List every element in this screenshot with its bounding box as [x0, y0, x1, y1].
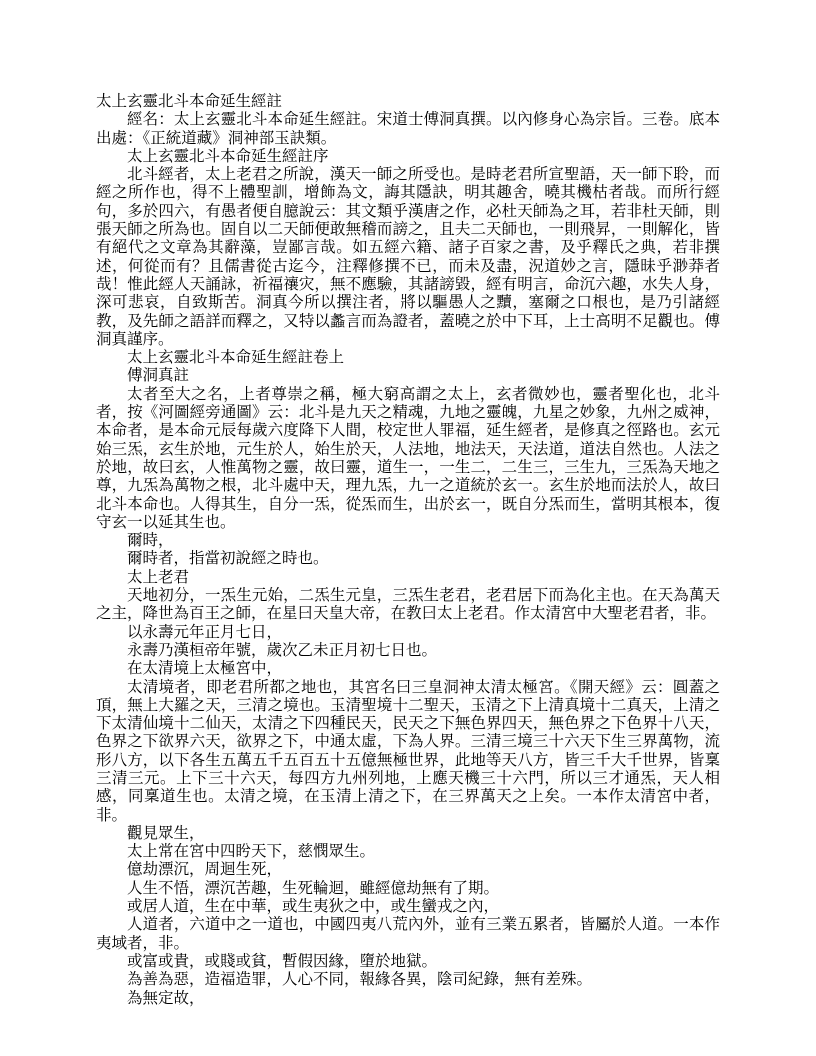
paragraph-scripture-guanjian: 觀見眾生， — [127, 823, 205, 842]
paragraph-commentary-yijie: 人生不悟，漂沉苦趣，生死輪迴，雖經億劫無有了期。 — [127, 878, 500, 897]
paragraph-commentary-guanjian: 太上常在宮中四盻天下，慈憫眾生。 — [127, 842, 376, 861]
paragraph-commentary-rendao: 人道者，六道中之一道也，中國四夷八荒內外，並有三業五累者，皆屬於人道。一本作夷域者，非。 — [96, 915, 720, 952]
paragraph-scripture-rendao: 或居人道，生在中華，或生夷狄之中，或生蠻戎之內， — [127, 897, 500, 916]
paragraph-preface-body: 北斗經者，太上老君之所說，漢天一師之所受也。是時老君所宣聖語，天一師下聆，而經之所作也，得不上體聖訓，增飾為文，誨其隱訣，明其趣舍，曉其機枯者哉。而所行經句，多於四六，有愚者便自臆說云：其文類乎漢唐之作，必杜天師為之耳，若非杜天師，則張天師之所為也。固自以二天師便敢無稽而謗之，且夫二天師也，一則飛昇，一則解化，皆有絕代之文章為其辭藻，豈鄙言哉。如五經六籍、諸子百家之書，及乎釋氏之典，若非撰述，何從而有？且儒書從古迄今，注釋修撰不已，而未及盡，況道妙之言，隱昧乎渺莽者哉！惟此經人天誦詠，祈福禳灾，無不應驗，其諸謗毀，經有明言，命沉六趣，水失人身，深可悲哀，自致斯苦。洞真今所以撰注者，將以驅愚人之黷，塞爾之口根也，是乃引諸經教，及先師之語詳而釋之，又特以蠡言而為證者，蓋曉之於中下耳，上士高明不足觀也。傅洞真謹序。 — [96, 165, 720, 348]
paragraph-scripture-weiwuding: 為無定故， — [127, 988, 205, 1007]
paragraph-commentary-laojun: 天地初分，一炁生元始，二炁生元皇，三炁生老君，老君居下而為化主也。在天為萬天之主，降世為百王之師，在星曰天皇大帝，在教曰太上老君。作太清宮中大聖老君者，非。 — [96, 586, 720, 623]
text-block — [96, 92, 720, 1007]
paragraph-scripture-name: 經名：太上玄靈北斗本命延生經註。宋道士傅洞真撰。以內修身心為宗旨。三卷。底本出處：《正統道藏》洞神部玉訣類。 — [96, 110, 720, 147]
document-title: 太上玄靈北斗本命延生經註 — [96, 92, 283, 110]
paragraph-commentary-fugui: 為善為惡，造福造罪，人心不同，報緣各異，陰司紀錄，無有差殊。 — [127, 970, 593, 989]
paragraph-scripture-date: 以永壽元年正月七日， — [127, 622, 283, 641]
paragraph-scripture-taiqing: 在太清境上太極宮中， — [127, 659, 283, 678]
paragraph-commentary-taishang: 太者至大之名，上者尊崇之稱，極大窮高謂之太上，玄者微妙也，靈者聖化也，北斗者，按《河圖經旁通圖》云：北斗是九天之精魂，九地之靈魄，九星之妙象，九州之威神，本命者，是本命元辰每歲六度降下人間，校定世人罪福，延生經者，是修真之徑路也。玄元始三炁，玄生於地，元生於人，始生於天，人法地，地法天，天法道，道法自然也。人法之於地，故曰玄，人惟萬物之靈，故曰靈，道生一，一生二，二生三，三生九，三炁為天地之尊，九炁為萬物之根，北斗處中天，理九炁，九一之道統於玄一。玄生於地而法於人，故曰北斗本命也。人得其生，自分一炁，從炁而生，出於玄一，既自分炁而生，當明其根本，復守玄一以延其生也。 — [96, 384, 720, 531]
paragraph-scripture-yijie: 億劫漂沉，周迴生死， — [127, 860, 283, 879]
paragraph-preface-title: 太上玄靈北斗本命延生經註序 — [127, 146, 329, 165]
paragraph-scripture-laojun: 太上老君 — [127, 567, 190, 586]
paragraph-volume-title: 太上玄靈北斗本命延生經註卷上 — [127, 348, 345, 367]
paragraph-annotator: 傅洞真註 — [127, 366, 190, 385]
paragraph-scripture-fugui: 或富或貴，或賤或貧，暫假因緣，墮於地獄。 — [127, 951, 438, 970]
paragraph-commentary-taiqing: 太清境者，即老君所都之地也，其宮名曰三皇洞神太清太極宮。《開天經》云：圓蓋之頂，無上大羅之天，三清之境也。玉清聖境十二聖天，玉清之下上清真境十二真天，上清之下太清仙境十二仙天，太清之下四種民天，民天之下無色界四天，無色界之下色界十八天，色界之下欲界六天，欲界之下，中通太虛，下為人界。三清三境三十六天下生三界萬物，流形八方，以下各生五萬五千五百五十五億無極世界，此地等天八方，皆三千大千世界，皆稟三清三元。上下三十六天，每四方九州列地，上應天機三十六門，所以三才通炁，天人相感，同稟道生也。太清之境，在玉清上清之下，在三界萬天之上矣。一本作太清宮中者，非。 — [96, 677, 720, 824]
paragraph-commentary-ershi: 爾時者，指當初說經之時也。 — [127, 549, 329, 568]
paragraph-scripture-ershi: 爾時， — [127, 531, 174, 550]
paragraph-commentary-date: 永壽乃漢桓帝年號，歲次乙未正月初七日也。 — [127, 640, 438, 659]
